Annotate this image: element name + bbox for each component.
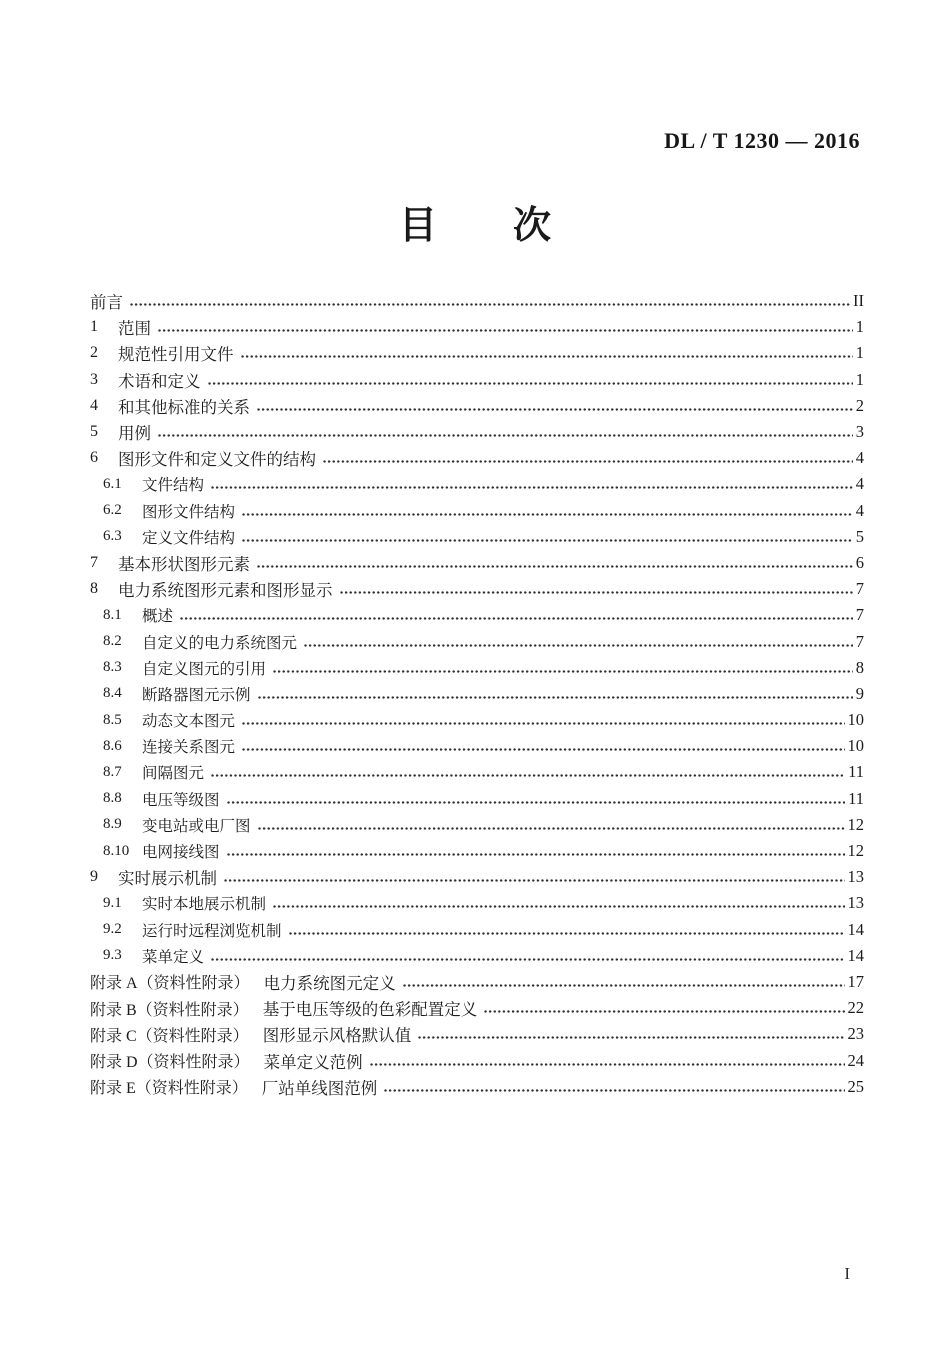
toc-entry-page: 17 <box>847 971 864 991</box>
toc-entry-page: 22 <box>847 998 864 1018</box>
toc-entry-page: 10 <box>847 710 864 730</box>
toc-entry <box>90 681 864 707</box>
toc-entry-page: 8 <box>855 657 864 677</box>
toc-leader-dots <box>211 774 845 778</box>
toc-entry-number: 3 <box>90 370 98 388</box>
toc-entry <box>90 393 864 419</box>
toc-entry <box>90 314 864 340</box>
toc-entry-page: 11 <box>848 762 864 782</box>
toc-entry-label: 图形显示风格默认值 <box>262 1026 412 1046</box>
toc-entry-page: 12 <box>847 814 864 834</box>
toc-leader-dots <box>242 539 853 543</box>
toc-entry-number: 5 <box>90 423 98 441</box>
toc-entry-label: 实时展示机制 <box>118 869 217 889</box>
toc-entry-page: 24 <box>847 1050 864 1070</box>
toc-leader-dots <box>257 408 853 412</box>
toc-entry-page: 3 <box>855 422 864 442</box>
toc-entry-label: 菜单定义范例 <box>263 1052 363 1072</box>
toc-entry <box>90 445 864 471</box>
toc-entry-page: 14 <box>847 919 864 939</box>
toc-leader-dots <box>227 801 846 805</box>
toc-leader-dots <box>258 696 853 700</box>
toc-entry-label: 变电站或电厂图 <box>142 817 251 835</box>
toc-entry-number: 8 <box>90 580 98 598</box>
toc-entry-number: 8.5 <box>103 711 122 728</box>
toc-entry-number: 8.4 <box>103 685 122 702</box>
toc-leader-dots <box>273 670 853 674</box>
toc-entry-label: 前言 <box>90 293 123 313</box>
toc-entry <box>90 498 864 524</box>
toc-entry-label: 间隔图元 <box>142 765 205 783</box>
toc-entry-label: 用例 <box>118 424 151 444</box>
toc-entry-page: 13 <box>847 867 864 887</box>
toc-leader-dots <box>158 329 853 333</box>
toc-entry-appendix-prefix: 附录 A（资料性附录） <box>90 975 250 993</box>
toc-entry-page: 1 <box>855 317 864 337</box>
toc-entry-label: 图形文件结构 <box>142 503 236 521</box>
toc-entry-label: 基本形状图形元素 <box>118 554 250 574</box>
toc-entry-page: 12 <box>847 841 864 861</box>
toc-entry-page: 5 <box>855 526 864 546</box>
toc-entry-label: 厂站单线图范例 <box>261 1078 378 1098</box>
toc-entry-page: 7 <box>855 579 864 599</box>
toc-entry-page: 11 <box>848 788 864 808</box>
toc-entry-label: 动态文本图元 <box>142 713 236 731</box>
toc-entry-number: 8.7 <box>103 763 122 780</box>
toc-leader-dots <box>273 905 844 909</box>
toc-leader-dots <box>323 460 853 464</box>
toc-entry <box>90 733 864 759</box>
toc-entry-label: 自定义的电力系统图元 <box>142 634 298 652</box>
toc-leader-dots <box>211 486 853 490</box>
toc-entry-number: 8.1 <box>103 606 122 623</box>
toc-entry-page: 4 <box>855 474 864 494</box>
toc-leader-dots <box>242 513 853 517</box>
toc-entry-appendix-prefix: 附录 B（资料性附录） <box>90 1001 249 1019</box>
toc-entry <box>90 759 864 785</box>
toc-entry-label: 电网接线图 <box>142 844 220 862</box>
toc-entry <box>90 890 864 916</box>
toc-entry-appendix-prefix: 附录 E（资料性附录） <box>90 1080 248 1098</box>
toc-entry-label: 自定义图元的引用 <box>142 660 267 678</box>
toc-leader-dots <box>403 984 845 988</box>
toc-entry-label: 实时本地展示机制 <box>142 896 267 914</box>
toc-entry-label: 电力系统图元定义 <box>263 973 396 993</box>
toc-entry-appendix-prefix: 附录 C（资料性附录） <box>90 1027 249 1045</box>
toc-leader-dots <box>180 617 853 621</box>
toc-entry <box>90 628 864 654</box>
toc-entry-number: 9.3 <box>103 947 122 964</box>
toc-entry-label: 连接关系图元 <box>142 739 236 757</box>
toc-entry-page: 25 <box>847 1076 864 1096</box>
toc-entry <box>90 550 864 576</box>
toc-leader-dots <box>241 355 853 359</box>
toc-entry <box>90 943 864 969</box>
toc-entry <box>90 786 864 812</box>
toc-leader-dots <box>370 1063 845 1067</box>
toc-entry-number: 8.10 <box>103 842 130 859</box>
toc-entry-number: 4 <box>90 396 98 414</box>
toc-entry-number: 8.2 <box>103 633 122 650</box>
toc-entry-label: 和其他标准的关系 <box>118 397 250 417</box>
toc-entry <box>90 288 864 314</box>
page-title: 目 次 <box>398 205 551 247</box>
toc-entry-number: 6 <box>90 449 98 467</box>
toc-entry-label: 基于电压等级的色彩配置定义 <box>262 1000 478 1020</box>
toc-entry <box>90 419 864 445</box>
toc-entry-number: 9.1 <box>103 894 122 911</box>
toc-list <box>90 288 864 1100</box>
toc-entry <box>90 864 864 890</box>
toc-entry-page: 6 <box>855 552 864 572</box>
toc-entry-number: 1 <box>90 318 98 336</box>
toc-entry <box>90 1021 864 1047</box>
toc-entry-label: 文件结构 <box>142 477 205 495</box>
toc-entry-page: 9 <box>855 683 864 703</box>
toc-entry-number: 9.2 <box>103 921 122 938</box>
toc-leader-dots <box>208 382 853 386</box>
toc-leader-dots <box>211 958 844 962</box>
toc-entry-label: 断路器图元示例 <box>142 686 251 704</box>
toc-entry <box>90 602 864 628</box>
toc-entry-page: 7 <box>855 605 864 625</box>
toc-entry <box>90 524 864 550</box>
toc-entry-number: 8.3 <box>103 659 122 676</box>
toc-leader-dots <box>227 853 845 857</box>
standard-number: DL / T 1230 — 2016 <box>664 128 860 153</box>
toc-leader-dots <box>258 827 845 831</box>
toc-leader-dots <box>257 565 853 569</box>
toc-entry <box>90 707 864 733</box>
toc-entry-page: 10 <box>847 736 864 756</box>
toc-entry-page: 7 <box>855 631 864 651</box>
toc-leader-dots <box>130 303 850 307</box>
toc-entry <box>90 655 864 681</box>
toc-entry-label: 定义文件结构 <box>142 529 236 547</box>
toc-leader-dots <box>384 1089 844 1093</box>
toc-entry-number: 6.2 <box>103 502 122 519</box>
toc-entry <box>90 1047 864 1073</box>
toc-entry <box>90 471 864 497</box>
toc-entry-label: 规范性引用文件 <box>118 345 234 365</box>
toc-entry-page: 14 <box>847 945 864 965</box>
toc-entry-number: 9 <box>90 868 98 886</box>
toc-entry-label: 电力系统图形元素和图形显示 <box>118 581 333 601</box>
toc-entry-label: 菜单定义 <box>142 948 205 966</box>
toc-leader-dots <box>418 1036 844 1040</box>
toc-entry <box>90 917 864 943</box>
toc-entry-page: 13 <box>847 893 864 913</box>
toc-entry-label: 范围 <box>118 319 151 339</box>
toc-leader-dots <box>242 722 844 726</box>
toc-entry <box>90 995 864 1021</box>
toc-leader-dots <box>484 1010 844 1014</box>
toc-entry-number: 6.3 <box>103 528 122 545</box>
toc-entry <box>90 340 864 366</box>
toc-entry-page: 1 <box>855 369 864 389</box>
toc-entry <box>90 1074 864 1100</box>
toc-entry <box>90 367 864 393</box>
toc-entry <box>90 812 864 838</box>
toc-entry-page: 4 <box>855 448 864 468</box>
toc-entry-number: 6.1 <box>103 475 122 492</box>
toc-entry-number: 8.6 <box>103 737 122 754</box>
toc-entry <box>90 838 864 864</box>
toc-entry-number: 7 <box>90 553 98 571</box>
toc-leader-dots <box>242 748 844 752</box>
toc-entry-page: 2 <box>855 395 864 415</box>
footer-page-number: I <box>844 1264 850 1283</box>
toc-leader-dots <box>289 932 845 936</box>
toc-entry <box>90 969 864 995</box>
toc-entry-number: 8.8 <box>103 790 122 807</box>
toc-entry-label: 概述 <box>142 608 174 626</box>
toc-entry-page: 23 <box>847 1024 864 1044</box>
toc-entry-appendix-prefix: 附录 D（资料性附录） <box>90 1054 250 1072</box>
toc-entry-page: II <box>853 291 864 311</box>
toc-entry-label: 图形文件和定义文件的结构 <box>118 450 316 470</box>
toc-entry-label: 运行时远程浏览机制 <box>142 922 282 940</box>
toc-leader-dots <box>340 591 853 595</box>
toc-entry-page: 4 <box>855 500 864 520</box>
toc-entry-page: 1 <box>855 343 864 363</box>
toc-entry <box>90 576 864 602</box>
toc-entry-label: 术语和定义 <box>118 371 201 391</box>
toc-entry-number: 8.9 <box>103 816 122 833</box>
toc-entry-number: 2 <box>90 344 98 362</box>
toc-leader-dots <box>224 879 845 883</box>
toc-entry-label: 电压等级图 <box>142 791 220 809</box>
toc-leader-dots <box>304 644 853 648</box>
toc-leader-dots <box>158 434 853 438</box>
